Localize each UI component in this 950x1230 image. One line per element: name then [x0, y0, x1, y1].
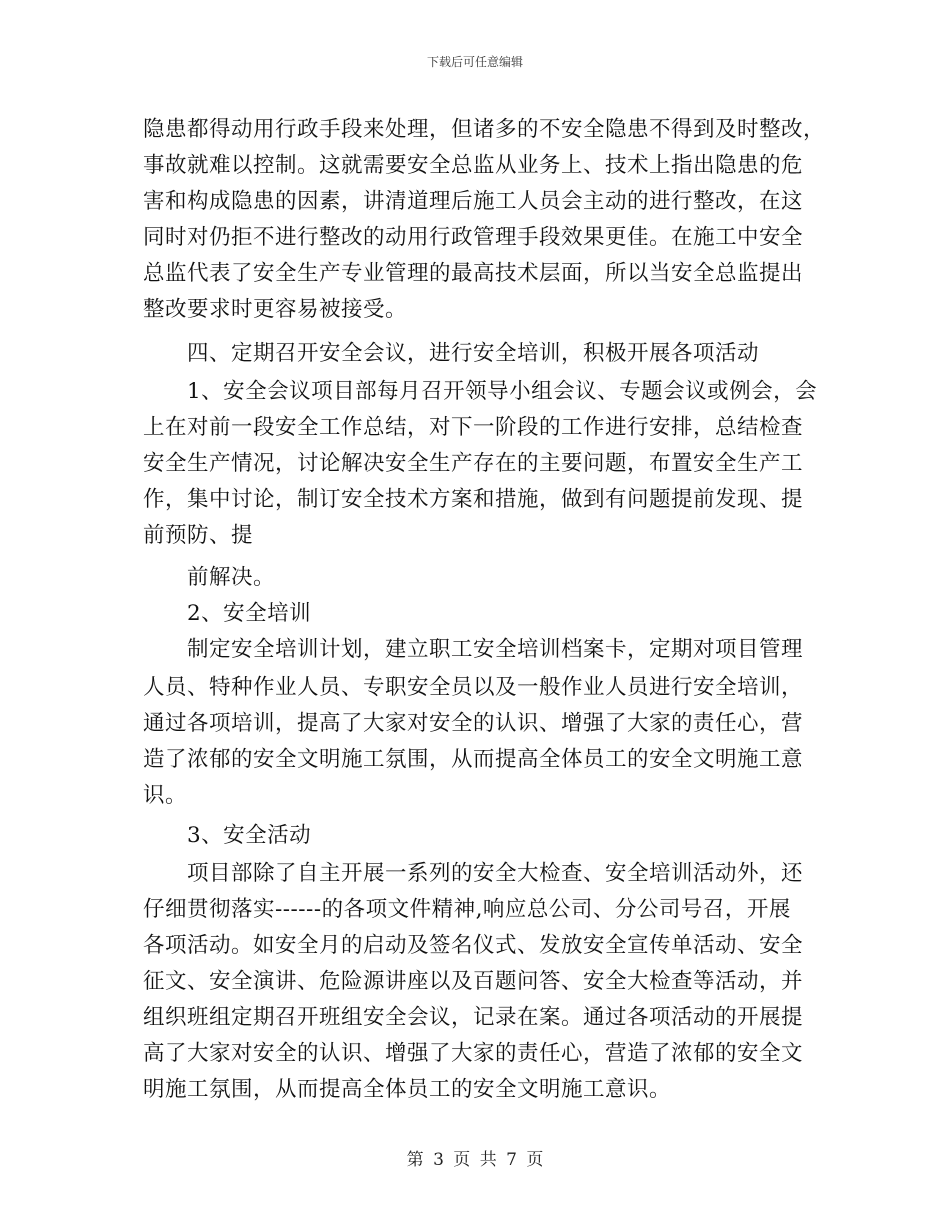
text-line: 总监代表了安全生产专业管理的最高技术层面，所以当安全总监提出	[143, 261, 804, 286]
page-number: 第 3 页 共 7 页	[406, 1150, 544, 1170]
text-line: 害和构成隐患的因素，讲清道理后施工人员会主动的进行整改，在这	[143, 189, 804, 214]
text-line: 征文、安全演讲、危险源讲座以及百题问答、安全大检查等活动，并	[143, 969, 804, 994]
text-line: 上在对前一段安全工作总结，对下一阶段的工作进行安排，总结检查	[143, 415, 804, 440]
text-line: 隐患都得动用行政手段来处理，但诸多的不安全隐患不得到及时整改，	[143, 117, 826, 142]
subsection-heading: 3、安全活动	[187, 823, 312, 848]
text-line: 仔细贯彻落实------的各项文件精神,响应总公司、分公司号召，开展	[143, 897, 791, 922]
text-line: 各项活动。如安全月的启动及签名仪式、发放安全宣传单活动、安全	[143, 933, 804, 958]
text-line: 1、安全会议项目部每月召开领导小组会议、专题会议或例会，会	[187, 379, 818, 404]
text-line: 事故就难以控制。这就需要安全总监从业务上、技术上指出隐患的危	[143, 153, 804, 178]
text-line: 前预防、提	[143, 523, 254, 548]
page-header: 下载后可任意编辑	[426, 55, 523, 69]
text-line: 作，集中讨论，制订安全技术方案和措施，做到有问题提前发现、提	[143, 487, 804, 512]
text-line: 高了大家对安全的认识、增强了大家的责任心，营造了浓郁的安全文	[143, 1041, 804, 1066]
text-line: 整改要求时更容易被接受。	[143, 297, 408, 322]
text-line: 制定安全培训计划，建立职工安全培训档案卡，定期对项目管理	[187, 637, 804, 662]
text-line: 组织班组定期召开班组安全会议，记录在案。通过各项活动的开展提	[143, 1005, 804, 1030]
text-line: 人员、特种作业人员、专职安全员以及一般作业人员进行安全培训，	[143, 675, 804, 700]
text-line: 前解决。	[187, 565, 276, 590]
section-heading: 四、定期召开安全会议，进行安全培训，积极开展各项活动	[187, 341, 760, 366]
text-line: 识。	[143, 783, 188, 808]
text-line: 安全生产情况，讨论解决安全生产存在的主要问题，布置安全生产工	[143, 451, 804, 476]
text-line: 同时对仍拒不进行整改的动用行政管理手段效果更佳。在施工中安全	[143, 225, 804, 250]
text-line: 项目部除了自主开展一系列的安全大检查、安全培训活动外，还	[187, 861, 804, 886]
text-line: 造了浓郁的安全文明施工氛围，从而提高全体员工的安全文明施工意	[143, 747, 804, 772]
text-line: 通过各项培训，提高了大家对安全的认识、增强了大家的责任心，营	[143, 711, 804, 736]
text-line: 明施工氛围，从而提高全体员工的安全文明施工意识。	[143, 1077, 672, 1102]
subsection-heading: 2、安全培训	[187, 601, 312, 626]
